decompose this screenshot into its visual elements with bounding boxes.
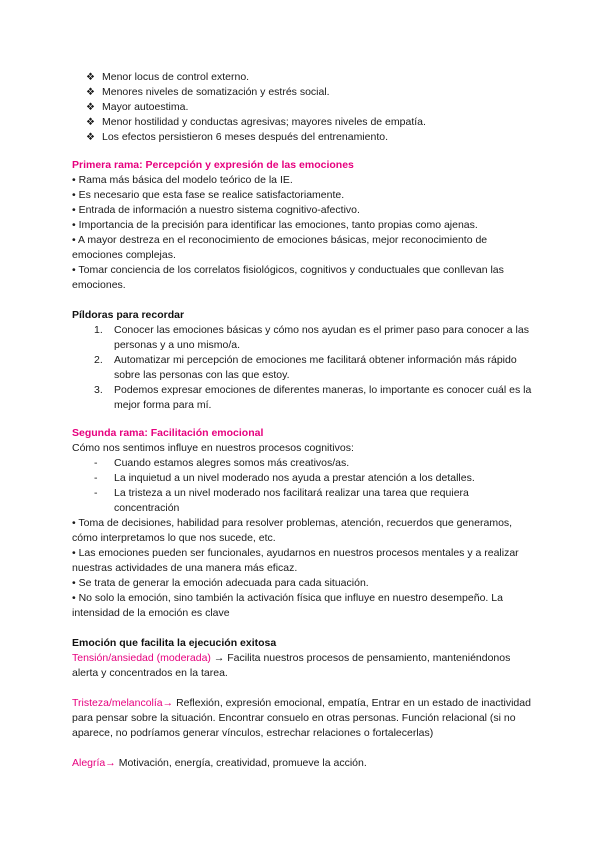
list-number: 1. — [94, 324, 103, 336]
list-item: - Cuando estamos alegres somos más creativos/as. — [94, 457, 350, 469]
list-item: ❖ Menores niveles de somatización y estrés social. — [86, 86, 330, 98]
emotion-label: Tensión/ansiedad (moderada) — [72, 652, 211, 664]
diamond-bullet-icon: ❖ — [86, 102, 95, 113]
emotion-text: Motivación, energía, creatividad, promueve la acción. — [118, 757, 367, 769]
list-number: 2. — [94, 354, 103, 366]
list-item: 1. Conocer las emociones básicas y cómo nos ayudan es el primer paso para conocer a las personas y a uno mismo/a. — [94, 324, 529, 351]
dash-bullet-icon: - — [94, 457, 98, 469]
primera-rama-bullet: • Es necesario que esta fase se realice satisfactoriamente. — [72, 189, 345, 201]
pildoras-list — [94, 323, 532, 413]
emocion-heading: Emoción que facilita la ejecución exitosa — [72, 637, 277, 649]
outcomes-list — [86, 70, 532, 145]
dash-bullet-icon: - — [94, 472, 98, 484]
emotion-label: Alegría — [72, 757, 106, 769]
list-item: 3. Podemos expresar emociones de diferentes maneras, lo importante es conocer cuál es la mejor forma para mí. — [94, 384, 532, 411]
primera-rama-bullet: • A mayor destreza en el reconocimiento de emociones básicas, mejor reconocimiento de emociones complejas. — [72, 234, 488, 261]
diamond-bullet-icon: ❖ — [86, 72, 95, 83]
list-item: - La inquietud a un nivel moderado nos ayuda a prestar atención a los detalles. — [94, 472, 475, 484]
primera-rama-bullet: • Importancia de la precisión para identificar las emociones, tanto propias como ajenas. — [72, 219, 478, 231]
emotion-label: Tristeza/melancolía — [72, 697, 163, 709]
diamond-bullet-icon: ❖ — [86, 117, 95, 128]
arrow-icon: → — [162, 697, 177, 709]
pildoras-heading: Píldoras para recordar — [72, 309, 185, 321]
list-item: ❖ Menor locus de control externo. — [86, 71, 250, 83]
segunda-rama-bullet: • Las emociones pueden ser funcionales, ayudarnos en nuestros procesos mentales y a realizar nuestras actividades de una manera más eficaz. — [72, 547, 519, 574]
list-item: ❖ Menor hostilidad y conductas agresivas; mayores niveles de empatía. — [86, 116, 426, 128]
arrow-icon: → — [210, 652, 228, 664]
segunda-rama-intro: Cómo nos sentimos influye en nuestros procesos cognitivos: — [72, 442, 354, 454]
emotion-entry — [72, 696, 532, 741]
primera-rama-bullet: • Entrada de información a nuestro sistema cognitivo-afectivo. — [72, 204, 360, 216]
primera-rama-bullet: • Tomar conciencia de los correlatos fisiológicos, cognitivos y conductuales que conllevan las emociones. — [72, 264, 504, 291]
emotion-entry — [72, 756, 532, 771]
segunda-rama-bullet: • Se trata de generar la emoción adecuada para cada situación. — [72, 577, 369, 589]
diamond-bullet-icon: ❖ — [86, 132, 95, 143]
diamond-bullet-icon: ❖ — [86, 87, 95, 98]
primera-rama-heading: Primera rama: Percepción y expresión de las emociones — [72, 159, 354, 171]
segunda-rama-heading: Segunda rama: Facilitación emocional — [72, 427, 264, 439]
segunda-rama-dash-list — [94, 456, 532, 516]
list-item: 2. Automatizar mi percepción de emociones me facilitará obtener información más rápido sobre las personas con las que estoy. — [94, 354, 517, 381]
list-item: - La tristeza a un nivel moderado nos facilitará realizar una tarea que requiera concentración — [94, 487, 469, 514]
dash-bullet-icon: - — [94, 487, 98, 499]
arrow-icon: → — [105, 757, 119, 769]
primera-rama-bullet: • Rama más básica del modelo teórico de la IE. — [72, 174, 293, 186]
segunda-rama-bullet: • No solo la emoción, sino también la activación física que influye en nuestro desempeño. La intensidad de la emoción es clave — [72, 592, 503, 619]
list-number: 3. — [94, 384, 103, 396]
emotion-entry — [72, 651, 532, 681]
list-item: ❖ Los efectos persistieron 6 meses después del entrenamiento. — [86, 131, 388, 143]
segunda-rama-bullet: • Toma de decisiones, habilidad para resolver problemas, atención, recuerdos que generamos, cómo interpretamos lo que nos sucede, etc. — [72, 517, 513, 544]
emotion-text: Reflexión, expresión emocional, empatía, Entrar en un estado de inactividad para pensar sobre la situación. Encontrar consuelo en otras personas. Función relacional (si no aparece, no podríamos generar vínculos, estrechar relaciones o fortalecerlas) — [72, 697, 531, 739]
emotion-text: Facilita nuestros procesos de pensamiento, manteniéndonos alerta y concentrados en la tarea. — [72, 652, 511, 679]
list-item: ❖ Mayor autoestima. — [86, 101, 189, 113]
document-page — [72, 70, 532, 771]
